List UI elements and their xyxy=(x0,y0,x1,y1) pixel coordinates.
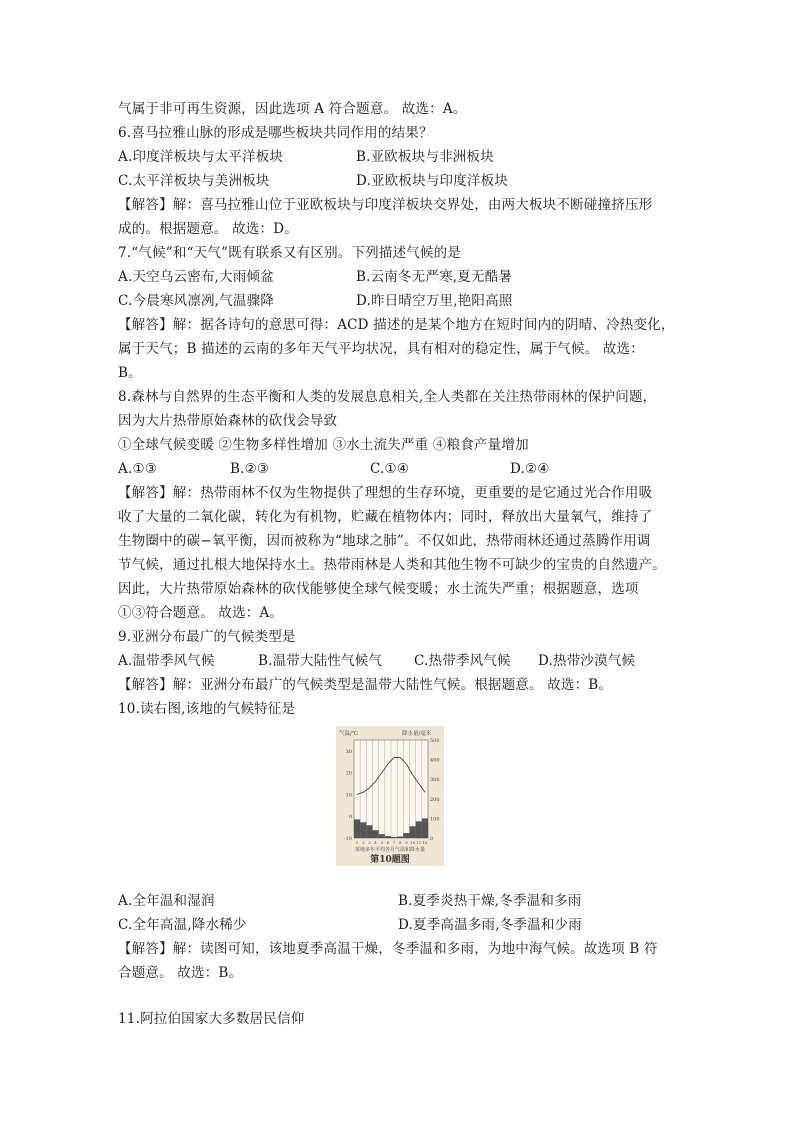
q6-option-c: C.太平洋板块与美洲板块 xyxy=(118,173,270,189)
precipitation-tick-label: 200 xyxy=(430,796,440,803)
question-7: 7.“气候”和“天气”既有联系又有区别。下列描述气候的是 xyxy=(118,245,462,261)
q10-option-d: D.夏季高温多雨,冬季温和少雨 xyxy=(398,917,582,933)
precipitation-bar xyxy=(416,821,422,838)
precipitation-bar xyxy=(410,826,416,838)
q8-option-c: C.①④ xyxy=(370,461,410,477)
q7-answer-line-1: 【解答】解：据各诗句的意思可得：ACD 描述的是某个地方在短时间内的阴晴、冷热变化， xyxy=(118,317,675,333)
precipitation-tick-label: 500 xyxy=(430,738,440,744)
precipitation-bar xyxy=(360,822,366,838)
precipitation-tick-label: 100 xyxy=(430,816,440,823)
q7-answer-line-2: 属于天气；B 描述的云南的多年天气平均状况，具有相对的稳定性，属于气候。 故选： xyxy=(118,341,645,357)
month-tick-label: 11 xyxy=(416,840,422,845)
month-tick-label: 2 xyxy=(361,840,365,845)
temperature-tick-label: 20 xyxy=(345,770,352,777)
q7-answer-line-3: B。 xyxy=(118,365,142,381)
precipitation-axis-title: 降水量/毫米 xyxy=(402,731,432,737)
month-tick-label: 10 xyxy=(410,840,416,845)
month-tick-label: 1 xyxy=(355,840,359,845)
q8-statements: ①全球气候变暖 ②生物多样性增加 ③水土流失严重 ④粮食产量增加 xyxy=(118,437,529,453)
month-tick-label: 9 xyxy=(405,840,408,845)
precipitation-bar xyxy=(354,819,360,838)
q8-option-d: D.②④ xyxy=(510,461,550,477)
q6-answer-line-2: 成的。根据题意。 故选：D。 xyxy=(118,221,298,237)
question-9: 9.亚洲分布最广的气候类型是 xyxy=(118,629,296,645)
q9-option-d: D.热带沙漠气候 xyxy=(538,653,636,669)
q10-answer-line-2: 合题意。 故选：B。 xyxy=(118,965,243,981)
precipitation-bar xyxy=(366,825,372,838)
precipitation-bar xyxy=(391,837,397,838)
precipitation-tick-label: 300 xyxy=(430,777,440,784)
q8-option-a: A.①③ xyxy=(118,461,158,477)
q6-option-a: A.印度洋板块与太平洋板块 xyxy=(118,149,284,165)
q9-option-a: A.温带季风气候 xyxy=(118,653,215,669)
q8-answer-line-4: 节气候，通过扎根大地保持水土。热带雨林是人类和其他生物不可缺少的宝贵的自然遗产。 xyxy=(118,557,666,573)
question-10: 10.读右图,该地的气候特征是 xyxy=(118,701,296,717)
q6-option-d: D.亚欧板块与印度洋板块 xyxy=(356,173,509,189)
question-8-line-1: 8.森林与自然界的生态平衡和人类的发展息息相关,全人类都在关注热带雨林的保护问题， xyxy=(118,389,657,405)
precipitation-bar xyxy=(373,830,379,838)
q8-answer-line-3: 生物圈中的碳−氧平衡，因而被称为“地球之肺”。不仅如此，热带雨林还通过蒸腾作用调 xyxy=(118,533,651,549)
month-tick-label: 4 xyxy=(374,840,377,845)
question-8-line-2: 因为大片热带原始森林的砍伐会导致 xyxy=(118,413,338,429)
precipitation-bar xyxy=(422,818,428,838)
precipitation-bar xyxy=(379,834,385,838)
precipitation-tick-label: 400 xyxy=(430,757,440,764)
q8-answer-line-5: 因此，大片热带原始森林的砍伐能够使全球气候变暖；水土流失严重；根据题意，选项 xyxy=(118,581,639,597)
q7-option-d: D.昨日晴空万里,艳阳高照 xyxy=(356,293,513,309)
figure-subcaption: 某地多年平均各月气温和降水量 xyxy=(354,847,426,853)
climate-chart-figure xyxy=(336,726,444,866)
climate-chart xyxy=(336,726,444,866)
month-tick-label: 8 xyxy=(398,840,402,845)
month-tick-label: 6 xyxy=(386,840,390,845)
q9-option-c: C.热带季风气候 xyxy=(414,653,511,669)
q10-option-c: C.全年高温,降水稀少 xyxy=(118,917,247,933)
q6-answer-line-1: 【解答】解：喜马拉雅山位于亚欧板块与印度洋板块交界处，由两大板块不断碰撞挤压形 xyxy=(118,197,653,213)
q8-answer-line-6: ①③符合题意。 故选：A。 xyxy=(118,605,284,621)
answer-line-5: 气属于非可再生资源，因此选项 A 符合题意。 故选：A。 xyxy=(118,101,467,117)
q8-answer-line-1: 【解答】解：热带雨林不仅为生物提供了理想的生存环境，更重要的是它通过光合作用吸 xyxy=(118,485,653,501)
q8-answer-line-2: 收了大量的二氧化碳，转化为有机物，贮藏在植物体内；同时，释放出大量氧气，维持了 xyxy=(118,509,653,525)
month-tick-label: 5 xyxy=(380,840,384,845)
q9-option-b: B.温带大陆性气候气 xyxy=(258,653,383,669)
temperature-tick-label: 0 xyxy=(348,814,352,821)
precipitation-bar xyxy=(385,836,391,838)
q8-option-b: B.②③ xyxy=(230,461,270,477)
month-tick-label: 12 xyxy=(422,840,428,845)
month-tick-label: 3 xyxy=(368,840,371,845)
precipitation-bar xyxy=(403,833,409,838)
q10-option-b: B.夏季炎热干燥,冬季温和多雨 xyxy=(398,893,582,909)
temperature-tick-label: 30 xyxy=(345,748,352,755)
temperature-tick-label: -10 xyxy=(343,836,352,842)
precipitation-bar xyxy=(397,836,403,838)
question-11: 11.阿拉伯国家大多数居民信仰 xyxy=(118,1011,305,1027)
q10-option-a: A.全年温和湿润 xyxy=(118,893,215,909)
q7-option-c: C.今晨寒风凛冽,气温骤降 xyxy=(118,293,275,309)
q7-option-b: B.云南冬无严寒,夏无酷暑 xyxy=(356,269,513,285)
month-tick-label: 7 xyxy=(392,840,396,845)
q7-option-a: A.天空乌云密布,大雨倾盆 xyxy=(118,269,274,285)
temperature-tick-label: 10 xyxy=(345,792,352,799)
q10-answer-line-1: 【解答】解：读图可知，该地夏季高温干燥，冬季温和多雨，为地中海气候。故选项 B 符 xyxy=(118,941,658,957)
q9-answer: 【解答】解：亚洲分布最广的气候类型是温带大陆性气候。根据题意。 故选：B。 xyxy=(118,677,613,693)
figure-caption: 第10题图 xyxy=(370,855,410,865)
temperature-axis-title: 气温/℃ xyxy=(339,731,359,737)
q6-option-b: B.亚欧板块与非洲板块 xyxy=(356,149,494,165)
question-6: 6.喜马拉雅山脉的形成是哪些板块共同作用的结果？ xyxy=(118,125,433,141)
precipitation-tick-label: 0 xyxy=(430,836,434,842)
